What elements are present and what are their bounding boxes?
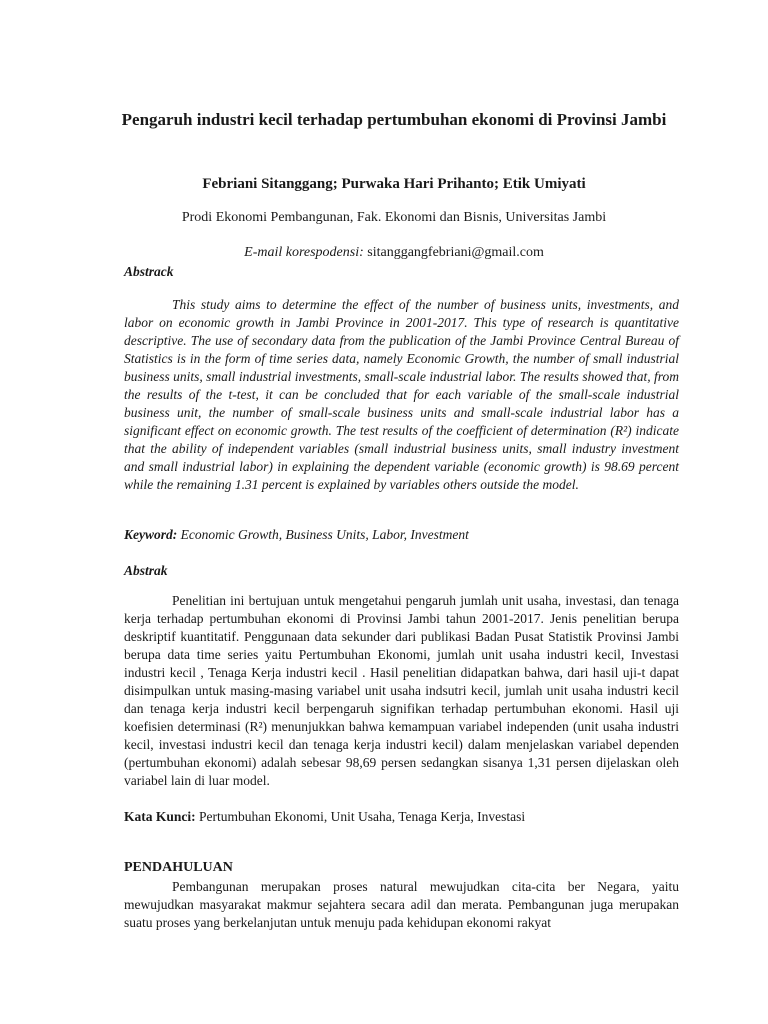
keywords-en-label: Keyword:	[124, 527, 178, 542]
keywords-id-label: Kata Kunci:	[124, 809, 196, 824]
keywords-en-values: Economic Growth, Business Units, Labor, Investment	[180, 527, 469, 542]
intro-heading: PENDAHULUAN	[124, 860, 233, 875]
intro-text: Pembangunan merupakan proses natural mewujudkan cita-cita ber Negara, yaitu mewujudkan masyarakat makmur sejahtera secara adil dan merata. Pembangunan juga merupakan suatu proses yang berkelanjutan untuk menuju pada kehidupan ekonomi rakyat	[124, 879, 679, 930]
keywords-id	[124, 808, 679, 826]
paper-authors: Febriani Sitanggang; Purwaka Hari Prihanto; Etik Umiyati	[202, 176, 586, 192]
correspondence-email	[110, 243, 678, 263]
email-address: sitanggangfebriani@gmail.com	[367, 245, 544, 260]
email-label: E-mail korespodensi:	[244, 245, 364, 260]
abstract-en-text: This study aims to determine the effect of the number of business units, investments, and labor on economic growth in Jambi Province in 2001-2017. This type of research is quantitative descriptive. The use of secondary data from the publication of the Jambi Province Central Bureau of Statistics is in the form of time series data, namely Economic Growth, the number of small industrial business units, small industrial investments, small-scale industrial labor. The results showed that, from the results of the t-test, it can be concluded that for each variable of the small-scale industrial business unit, the number of small-scale business units and small-scale industrial labor has a significant effect on economic growth. The test results of the coefficient of determination (R²) indicate that the ability of independent variables (small industrial business units, small industry investment and small industrial labor) in explaining the dependent variable (economic growth) is 98.69 percent while the remaining 1.31 percent is explained by variables others outside the model.	[124, 297, 679, 492]
abstract-id-heading: Abstrak	[124, 563, 168, 578]
keywords-en	[124, 526, 679, 544]
paper-affiliation: Prodi Ekonomi Pembangunan, Fak. Ekonomi dan Bisnis, Universitas Jambi	[181, 210, 607, 225]
keywords-id-values: Pertumbuhan Ekonomi, Unit Usaha, Tenaga Kerja, Investasi	[199, 809, 526, 824]
abstract-id-text: Penelitian ini bertujuan untuk mengetahui pengaruh jumlah unit usaha, investasi, dan tenaga kerja terhadap pertumbuhan ekonomi di Provinsi Jambi tahun 2001-2017. Jenis penelitian berupa deskriptif kuantitatif. Penggunaan data sekunder dari publikasi Badan Pusat Statistik Provinsi Jambi berupa data time series yaitu Pertumbuhan Ekonomi, jumlah unit usaha industri kecil, Investasi industri kecil , Tenaga Kerja industri kecil . Hasil penelitian didapatkan bahwa, dari hasil uji-t dapat disimpulkan untuk masing-masing variabel unit usaha indsutri kecil, jumlah unit usaha industri kecil dan tenaga kerja industri kecil berpengaruh signifikan terhadap pertumbuhan ekonomi. Hasil uji koefisien determinasi (R²) menunjukkan bahwa kemampuan variabel independen (unit usaha industri kecil, investasi industri kecil dan tenaga kerja industri kecil) dalam menjelaskan variabel dependen (pertumbuhan ekonomi) adalah sebesar 98,69 persen sedangkan sisanya 1,31 persen dijelaskan oleh variabel lain di luar model.	[124, 593, 679, 788]
abstract-en-heading: Abstrack	[124, 264, 174, 279]
paper-title: Pengaruh industri kecil terhadap pertumbuhan ekonomi di Provinsi Jambi	[121, 110, 667, 129]
